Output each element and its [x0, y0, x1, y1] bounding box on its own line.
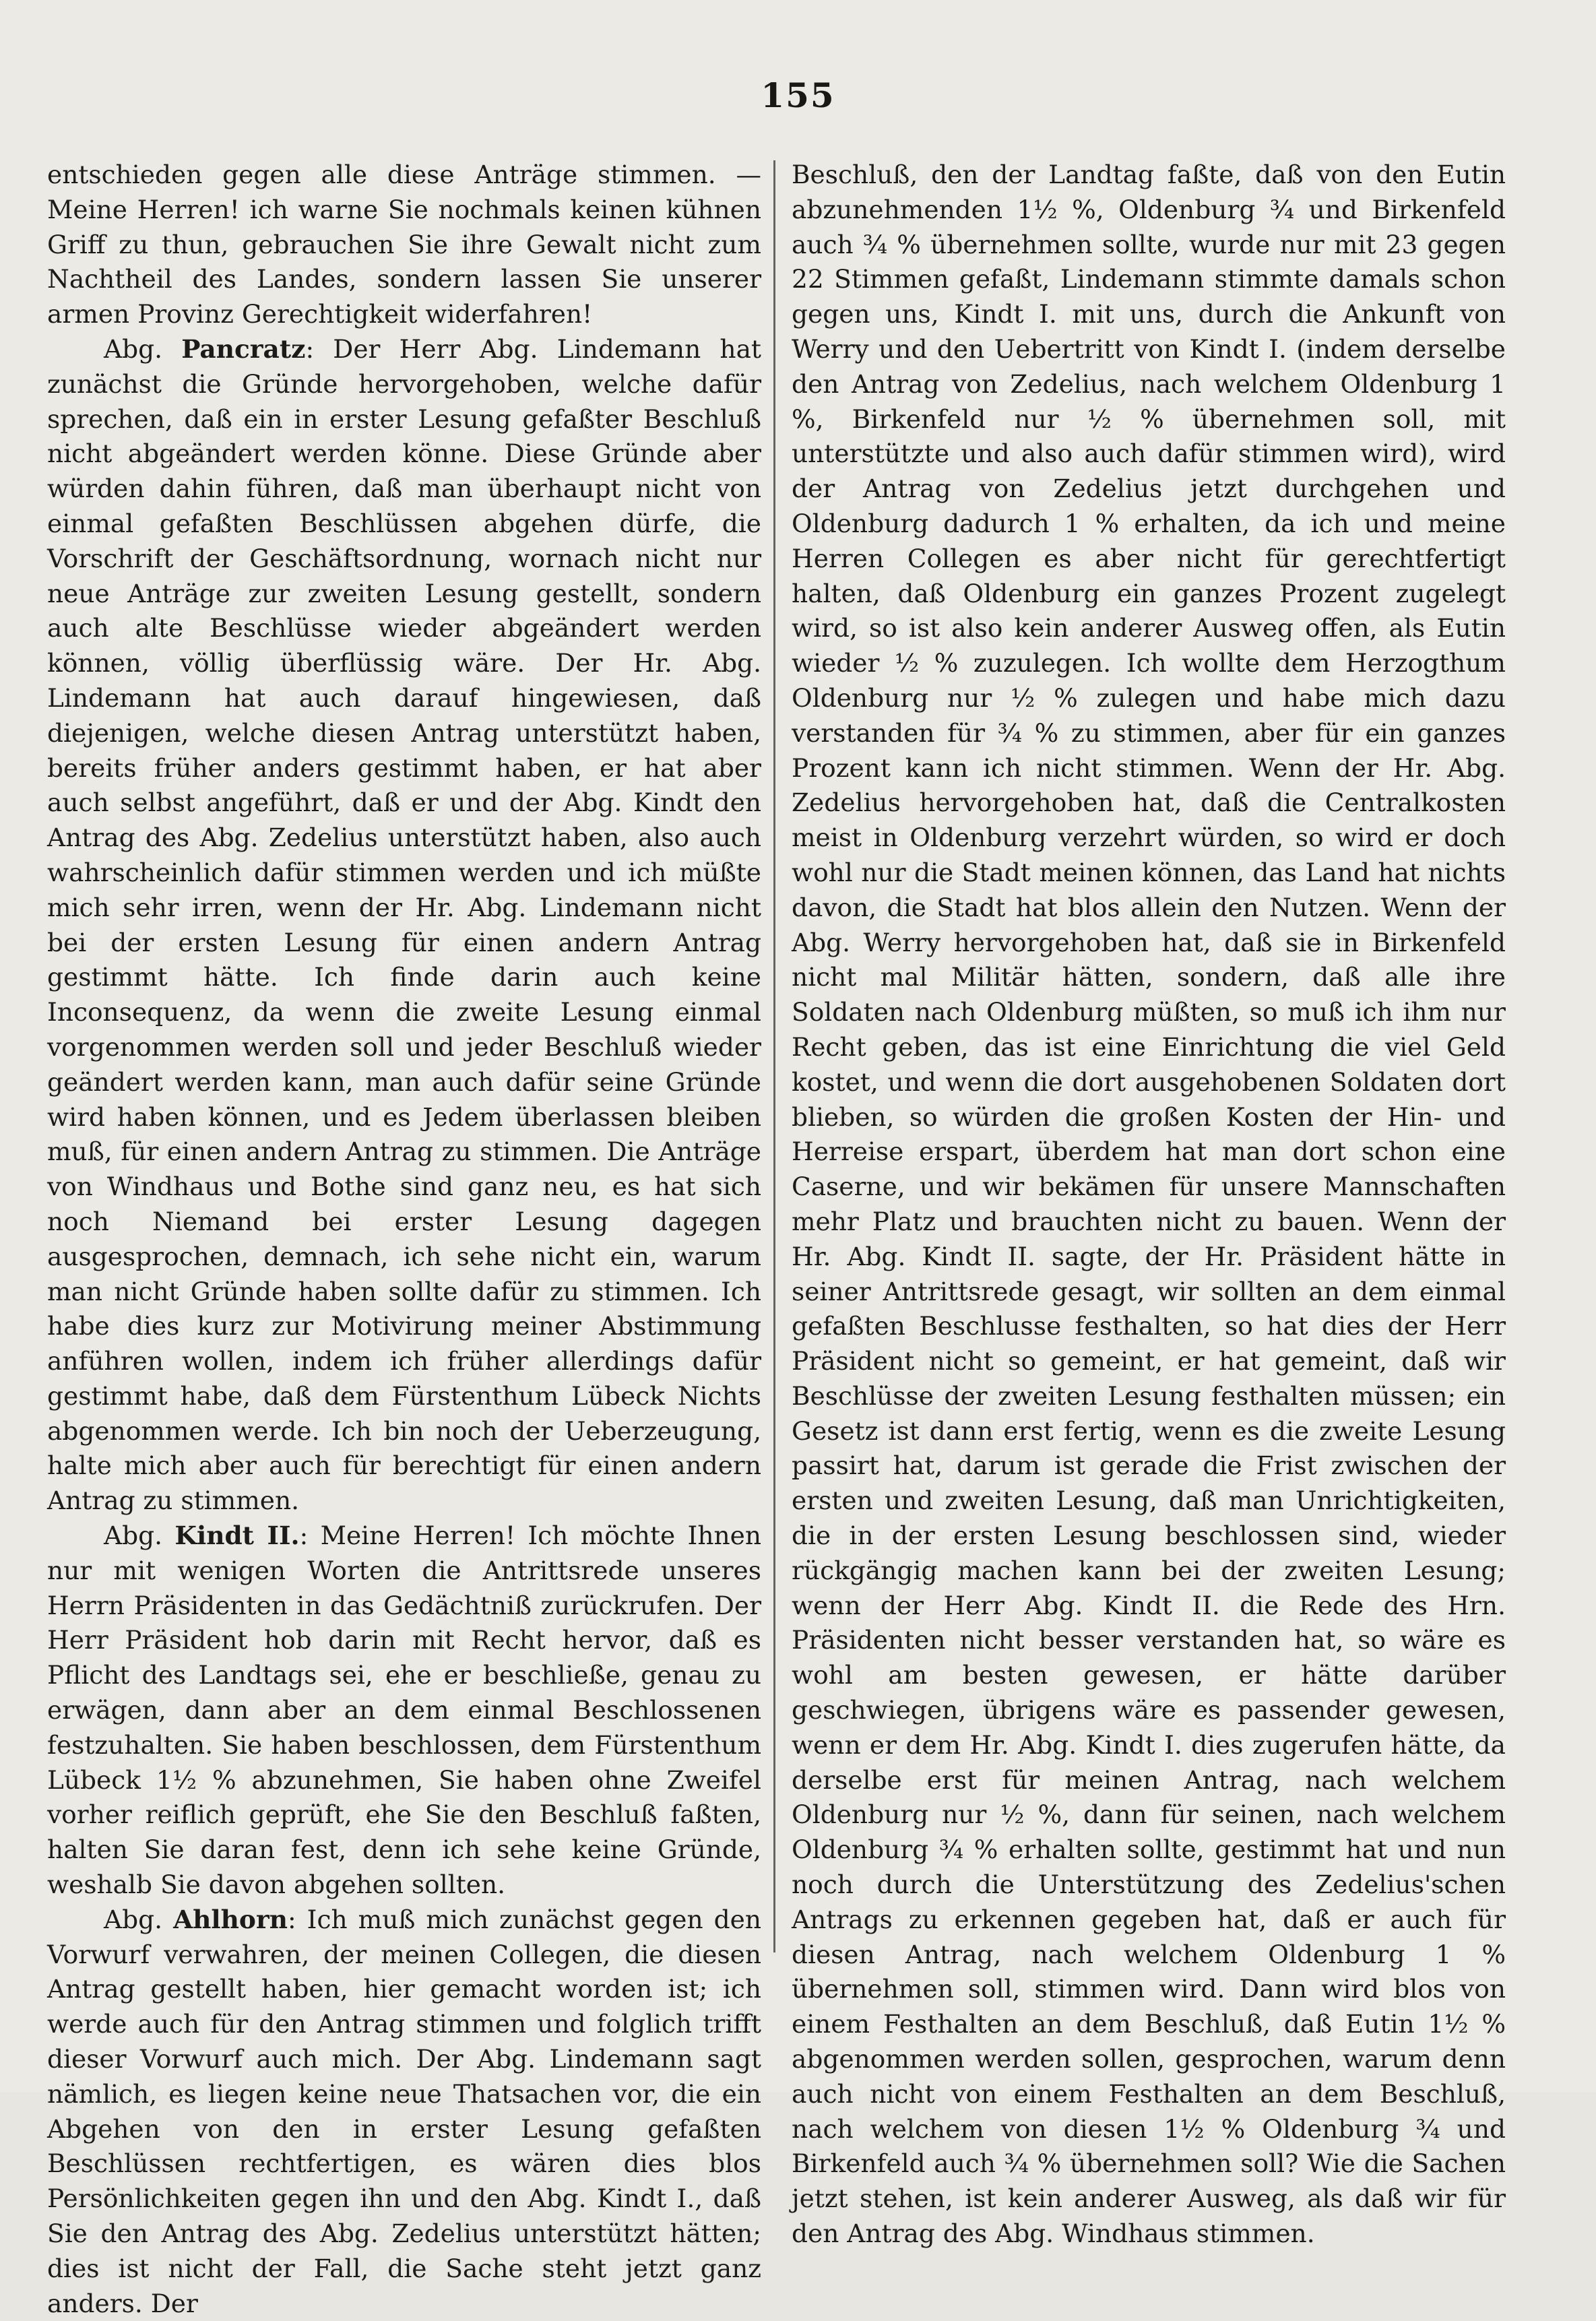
paragraph-text: entschieden gegen alle diese Anträge stimmen. — Meine Herren! ich warne Sie nochmals keinen kühnen Griff zu thun, gebrauchen Sie ihre Gewalt nicht zum Nachtheil des Landes, sondern lassen Sie unserer armen Provinz Gerechtigkeit widerfahren!	[47, 160, 761, 329]
paragraph-continuation	[792, 158, 1506, 2252]
speaker-prefix: Abg.	[104, 1521, 163, 1551]
speaker-name: Ahlhorn	[173, 1904, 288, 1934]
speaker-prefix: Abg.	[104, 333, 163, 364]
speech-pancratz	[47, 332, 761, 1519]
speech-ahlhorn	[47, 1903, 761, 2321]
paragraph-text: Beschluß, den der Landtag faßte, daß von den Eutin abzunehmenden 1½ %, Oldenburg ¾ und Birkenfeld auch ¾ % übernehmen sollte, wurde nur mit 23 gegen 22 Stimmen gefaßt, Lindemann stimmte damals schon gegen uns, Kindt I. mit uns, durch die Ankunft von Werry und den Uebertritt von Kindt I. (indem derselbe den Antrag von Zedelius, nach welchem Oldenburg 1 %, Birkenfeld nur ½ % übernehmen soll, mit unterstützte und also auch dafür stimmen wird), wird der Antrag von Zedelius jetzt durchgehen und Oldenburg dadurch 1 % erhalten, da ich und meine Herren Collegen es aber nicht für gerechtfertigt halten, daß Oldenburg ein ganzes Prozent zugelegt wird, so ist also kein anderer Ausweg offen, als Eutin wieder ½ % zuzulegen. Ich wollte dem Herzogthum Oldenburg nur ½ % zulegen und habe mich dazu verstanden für ¾ % zu stimmen, aber für ein ganzes Prozent kann ich nicht stimmen. Wenn der Hr. Abg. Zedelius hervorgehoben hat, daß die Centralkosten meist in Oldenburg verzehrt würden, so wird er doch wohl nur die Stadt meinen können, das Land hat nichts davon, die Stadt hat blos allein den Nutzen. Wenn der Abg. Werry hervorgehoben hat, daß sie in Birkenfeld nicht mal Militär hätten, sondern, daß alle ihre Soldaten nach Oldenburg müßten, so muß ich ihm nur Recht geben, das ist eine Einrichtung die viel Geld kostet, und wenn die dort ausgehobenen Soldaten dort blieben, so würden die großen Kosten der Hin- und Herreise erspart, überdem hat man dort schon eine Caserne, und wir bekämen für unsere Mannschaften mehr Platz und brauchten nicht zu bauen. Wenn der Hr. Abg. Kindt II. sagte, der Hr. Präsident hätte in seiner Antrittsrede gesagt, wir sollten an dem einmal gefaßten Beschlusse festhalten, so hat dies der Herr Präsident nicht so gemeint, er hat gemeint, daß wir Beschlüsse der zweiten Lesung festhalten müssen; ein Gesetz ist dann erst fertig, wenn es die zweite Lesung passirt hat, darum ist gerade die Frist zwischen der ersten und zweiten Lesung, daß man Unrichtigkeiten, die in der ersten Lesung beschlossen sind, wieder rückgängig machen kann bei der zweiten Lesung; wenn der Herr Abg. Kindt II. die Rede des Hrn. Präsidenten nicht besser verstanden hat, so wäre es wohl am besten gewesen, er hätte darüber geschwiegen, übrigens wäre es passender gewesen, wenn er dem Hr. Abg. Kindt I. dies zugerufen hätte, da derselbe erst für meinen Antrag, nach welchem Oldenburg nur ½ %, dann für seinen, nach welchem Oldenburg ¾ % erhalten sollte, gestimmt hat und nun noch durch die Unterstützung des Zedelius'schen Antrags zu erkennen gegeben hat, daß er auch für diesen Antrag, nach welchem Oldenburg 1 % übernehmen soll, stimmen wird. Dann wird blos von einem Festhalten an dem Beschluß, daß Eutin 1½ % abgenommen werden sollen, gesprochen, warum denn auch nicht von einem Festhalten an dem Beschluß, nach welchem von diesen 1½ % Oldenburg ¾ und Birkenfeld auch ¾ % übernehmen soll? Wie die Sachen jetzt stehen, ist kein anderer Ausweg, als daß wir für den Antrag des Abg. Windhaus stimmen.	[792, 160, 1506, 2249]
left-column	[47, 158, 761, 2321]
speech-text: : Meine Herren! Ich möchte Ihnen nur mit wenigen Worten die Antrittsrede unseres Herrn Präsidenten in das Gedächtniß zurückrufen. Der Herr Präsident hob darin mit Recht hervor, daß es Pflicht des Landtags sei, ehe er beschließe, genau zu erwägen, dann aber an dem einmal Beschlossenen festzuhalten. Sie haben beschlossen, dem Fürstenthum Lübeck 1½ % abzunehmen, Sie haben ohne Zweifel vorher reiflich geprüft, ehe Sie den Beschluß faßten, halten Sie daran fest, denn ich sehe keine Gründe, weshalb Sie davon abgehen sollten.	[47, 1521, 762, 1900]
column-divider	[773, 160, 775, 1952]
speech-kindt-ii	[47, 1519, 761, 1903]
right-column	[792, 158, 1506, 2252]
page-number: 155	[761, 75, 835, 115]
paragraph-continuation	[47, 158, 761, 332]
speech-text: : Der Herr Abg. Lindemann hat zunächst die Gründe hervorgehoben, welche dafür sprechen, daß ein in erster Lesung gefaßter Beschluß nicht abgeändert werden könne. Diese Gründe aber würden dahin führen, daß man überhaupt nicht von einmal gefaßten Beschlüssen abgehen dürfe, die Vorschrift der Geschäftsordnung, wornach nicht nur neue Anträge zur zweiten Lesung gestellt, sondern auch alte Beschlüsse wieder abgeändert werden können, völlig überflüssig wäre. Der Hr. Abg. Lindemann hat auch darauf hingewiesen, daß diejenigen, welche diesen Antrag unterstützt haben, bereits früher anders gestimmt haben, er hat aber auch selbst angeführt, daß er und der Abg. Kindt den Antrag des Abg. Zedelius unterstützt haben, also auch wahrscheinlich dafür stimmen werden und ich müßte mich sehr irren, wenn der Hr. Abg. Lindemann nicht bei der ersten Lesung für einen andern Antrag gestimmt hätte. Ich finde darin auch keine Inconsequenz, da wenn die zweite Lesung einmal vorgenommen werden soll und jeder Beschluß wieder geändert werden kann, man auch dafür seine Gründe wird haben können, und es Jedem überlassen bleiben muß, für einen andern Antrag zu stimmen. Die Anträge von Windhaus und Bothe sind ganz neu, es hat sich noch Niemand bei erster Lesung dagegen ausgesprochen, demnach, ich sehe nicht ein, warum man nicht Gründe haben sollte dafür zu stimmen. Ich habe dies kurz zur Motivirung meiner Abstimmung anführen wollen, indem ich früher allerdings dafür gestimmt habe, daß dem Fürstenthum Lübeck Nichts abgenommen werde. Ich bin noch der Ueberzeugung, halte mich aber auch für berechtigt für einen andern Antrag zu stimmen.	[47, 333, 761, 1516]
speech-text: : Ich muß mich zunächst gegen den Vorwurf verwahren, der meinen Collegen, die diesen Antrag gestellt haben, hier gemacht worden ist; ich werde auch für den Antrag stimmen und folglich trifft dieser Vorwurf auch mich. Der Abg. Lindemann sagt nämlich, es liegen keine neue Thatsachen vor, die ein Abgehen von den in erster Lesung gefaßten Beschlüssen rechtfertigen, es wären dies blos Persönlichkeiten gegen ihn und den Abg. Kindt I., daß Sie den Antrag des Abg. Zedelius unterstützt hätten; dies ist nicht der Fall, die Sache steht jetzt ganz anders. Der	[47, 1904, 762, 2318]
speaker-name: Pancratz	[181, 333, 306, 364]
speaker-name: Kindt II.	[174, 1521, 300, 1551]
speaker-prefix: Abg.	[104, 1904, 163, 1934]
